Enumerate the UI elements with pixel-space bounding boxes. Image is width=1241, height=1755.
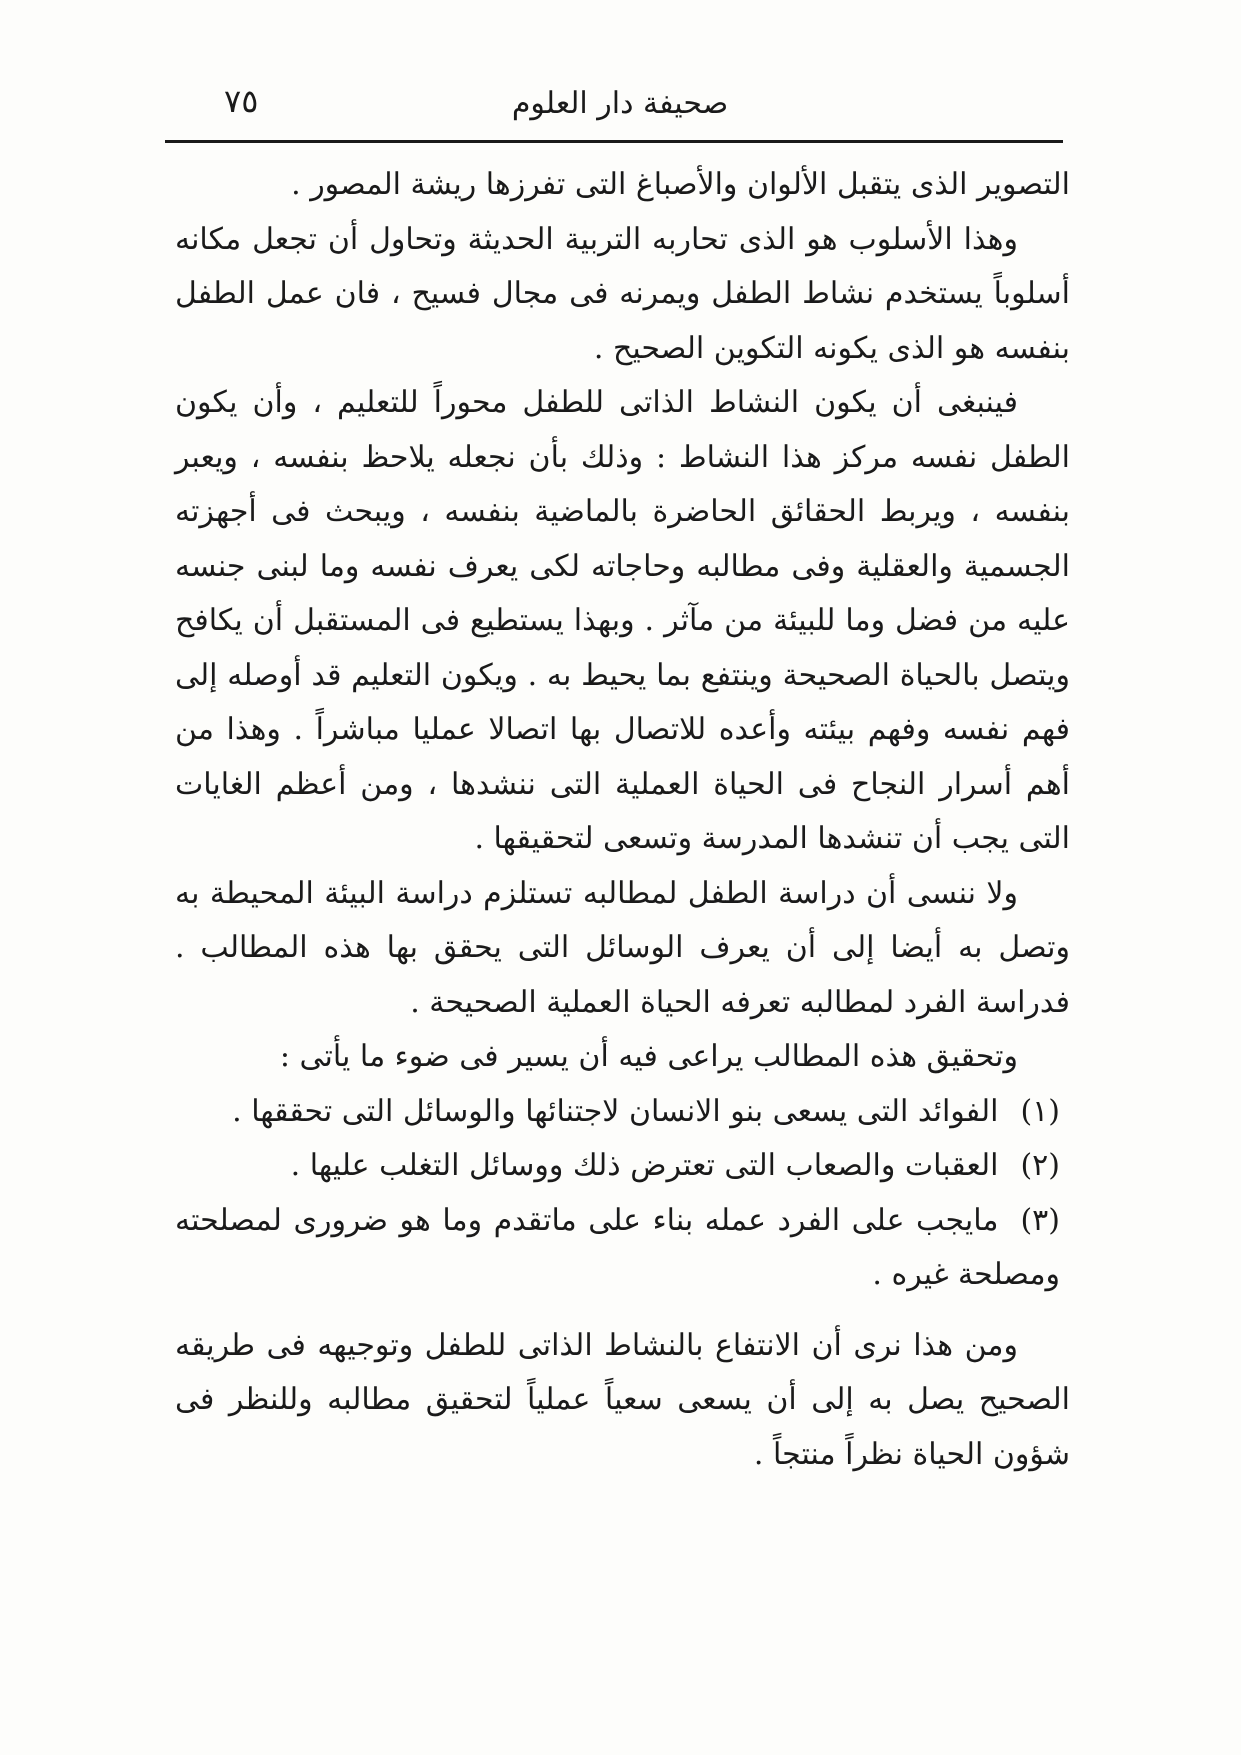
paragraph-2: وهذا الأسلوب هو الذى تحاربه التربية الحديثة وتحاول أن تجعل مكانه أسلوباً يستخدم نشاط الطفل ويمرنه فى مجال فسيح ، فان عمل الطفل بنفسه هو الذى يكونه التكوين الصحيح . — [175, 221, 1070, 366]
list-item-1 — [175, 1085, 1070, 1140]
journal-title: صحيفة دار العلوم — [511, 86, 729, 121]
list-item-text: الفوائد التى يسعى بنو الانسان لاجتنائها والوسائل التى تحققها . — [232, 1093, 999, 1129]
paragraph-1: التصوير الذى يتقبل الألوان والأصباغ التى تفرزها ريشة المصور . — [291, 167, 1070, 202]
list-item-number: (٢) — [1020, 1148, 1060, 1183]
list-item-text: مايجب على الفرد عمله بناء على ماتقدم وما هو ضرورى لمصلحته ومصلحة غيره . — [175, 1202, 1060, 1292]
paragraph-4: ولا ننسى أن دراسة الطفل لمطالبه تستلزم دراسة البيئة المحيطة به وتصل به أيضا إلى أن يعرف الوسائل التى يحقق بها هذه المطالب . فدراسة الفرد لمطالبه تعرفه الحياة العملية الصحيحة . — [175, 875, 1070, 1020]
paragraph-3: فينبغى أن يكون النشاط الذاتى للطفل محوراً للتعليم ، وأن يكون الطفل نفسه مركز هذا النشاط : وذلك بأن نجعله يلاحظ بنفسه ، ويعبر بنفسه ، ويربط الحقائق الحاضرة بالماضية بنفسه ، ويبحث فى أجهزته الجسمية والعقلية وفى مطالبه وحاجاته لكى يعرف نفسه وما لبنى جنسه عليه من فضل وما للبيئة من مآثر . وبهذا يستطيع فى المستقبل أن يكافح ويتصل بالحياة الصحيحة وينتفع بما يحيط به . ويكون التعليم قد أوصله إلى فهم نفسه وفهم بيئته وأعده للاتصال بها اتصالا عمليا مباشراً . وهذا من أهم أسرار النجاح فى الحياة العملية التى ننشدها ، ومن أعظم الغايات التى يجب أن تنشدها المدرسة وتسعى لتحقيقها . — [175, 385, 1070, 856]
list-item-text: العقبات والصعاب التى تعترض ذلك ووسائل التغلب عليها . — [290, 1148, 999, 1183]
header-rule — [165, 140, 1063, 143]
page-header — [180, 78, 1060, 128]
body-text — [175, 158, 1070, 1482]
closing-paragraph: ومن هذا نرى أن الانتفاع بالنشاط الذاتى للطفل وتوجيهه فى طريقه الصحيح يصل به إلى أن يسعى سعياً عملياً لتحقيق مطالبه وللنظر فى شؤون الحياة نظراً منتجاً . — [175, 1327, 1070, 1472]
paragraph-5: وتحقيق هذه المطالب يراعى فيه أن يسير فى ضوء ما يأتى : — [279, 1039, 1018, 1074]
section-gap — [175, 1303, 1070, 1319]
list-item-number: (٣) — [1020, 1202, 1060, 1238]
list-item-number: (١) — [1020, 1093, 1060, 1129]
list-item-3 — [175, 1194, 1070, 1303]
page-number: ٧٥ — [224, 82, 259, 120]
list-item-2 — [175, 1139, 1070, 1194]
